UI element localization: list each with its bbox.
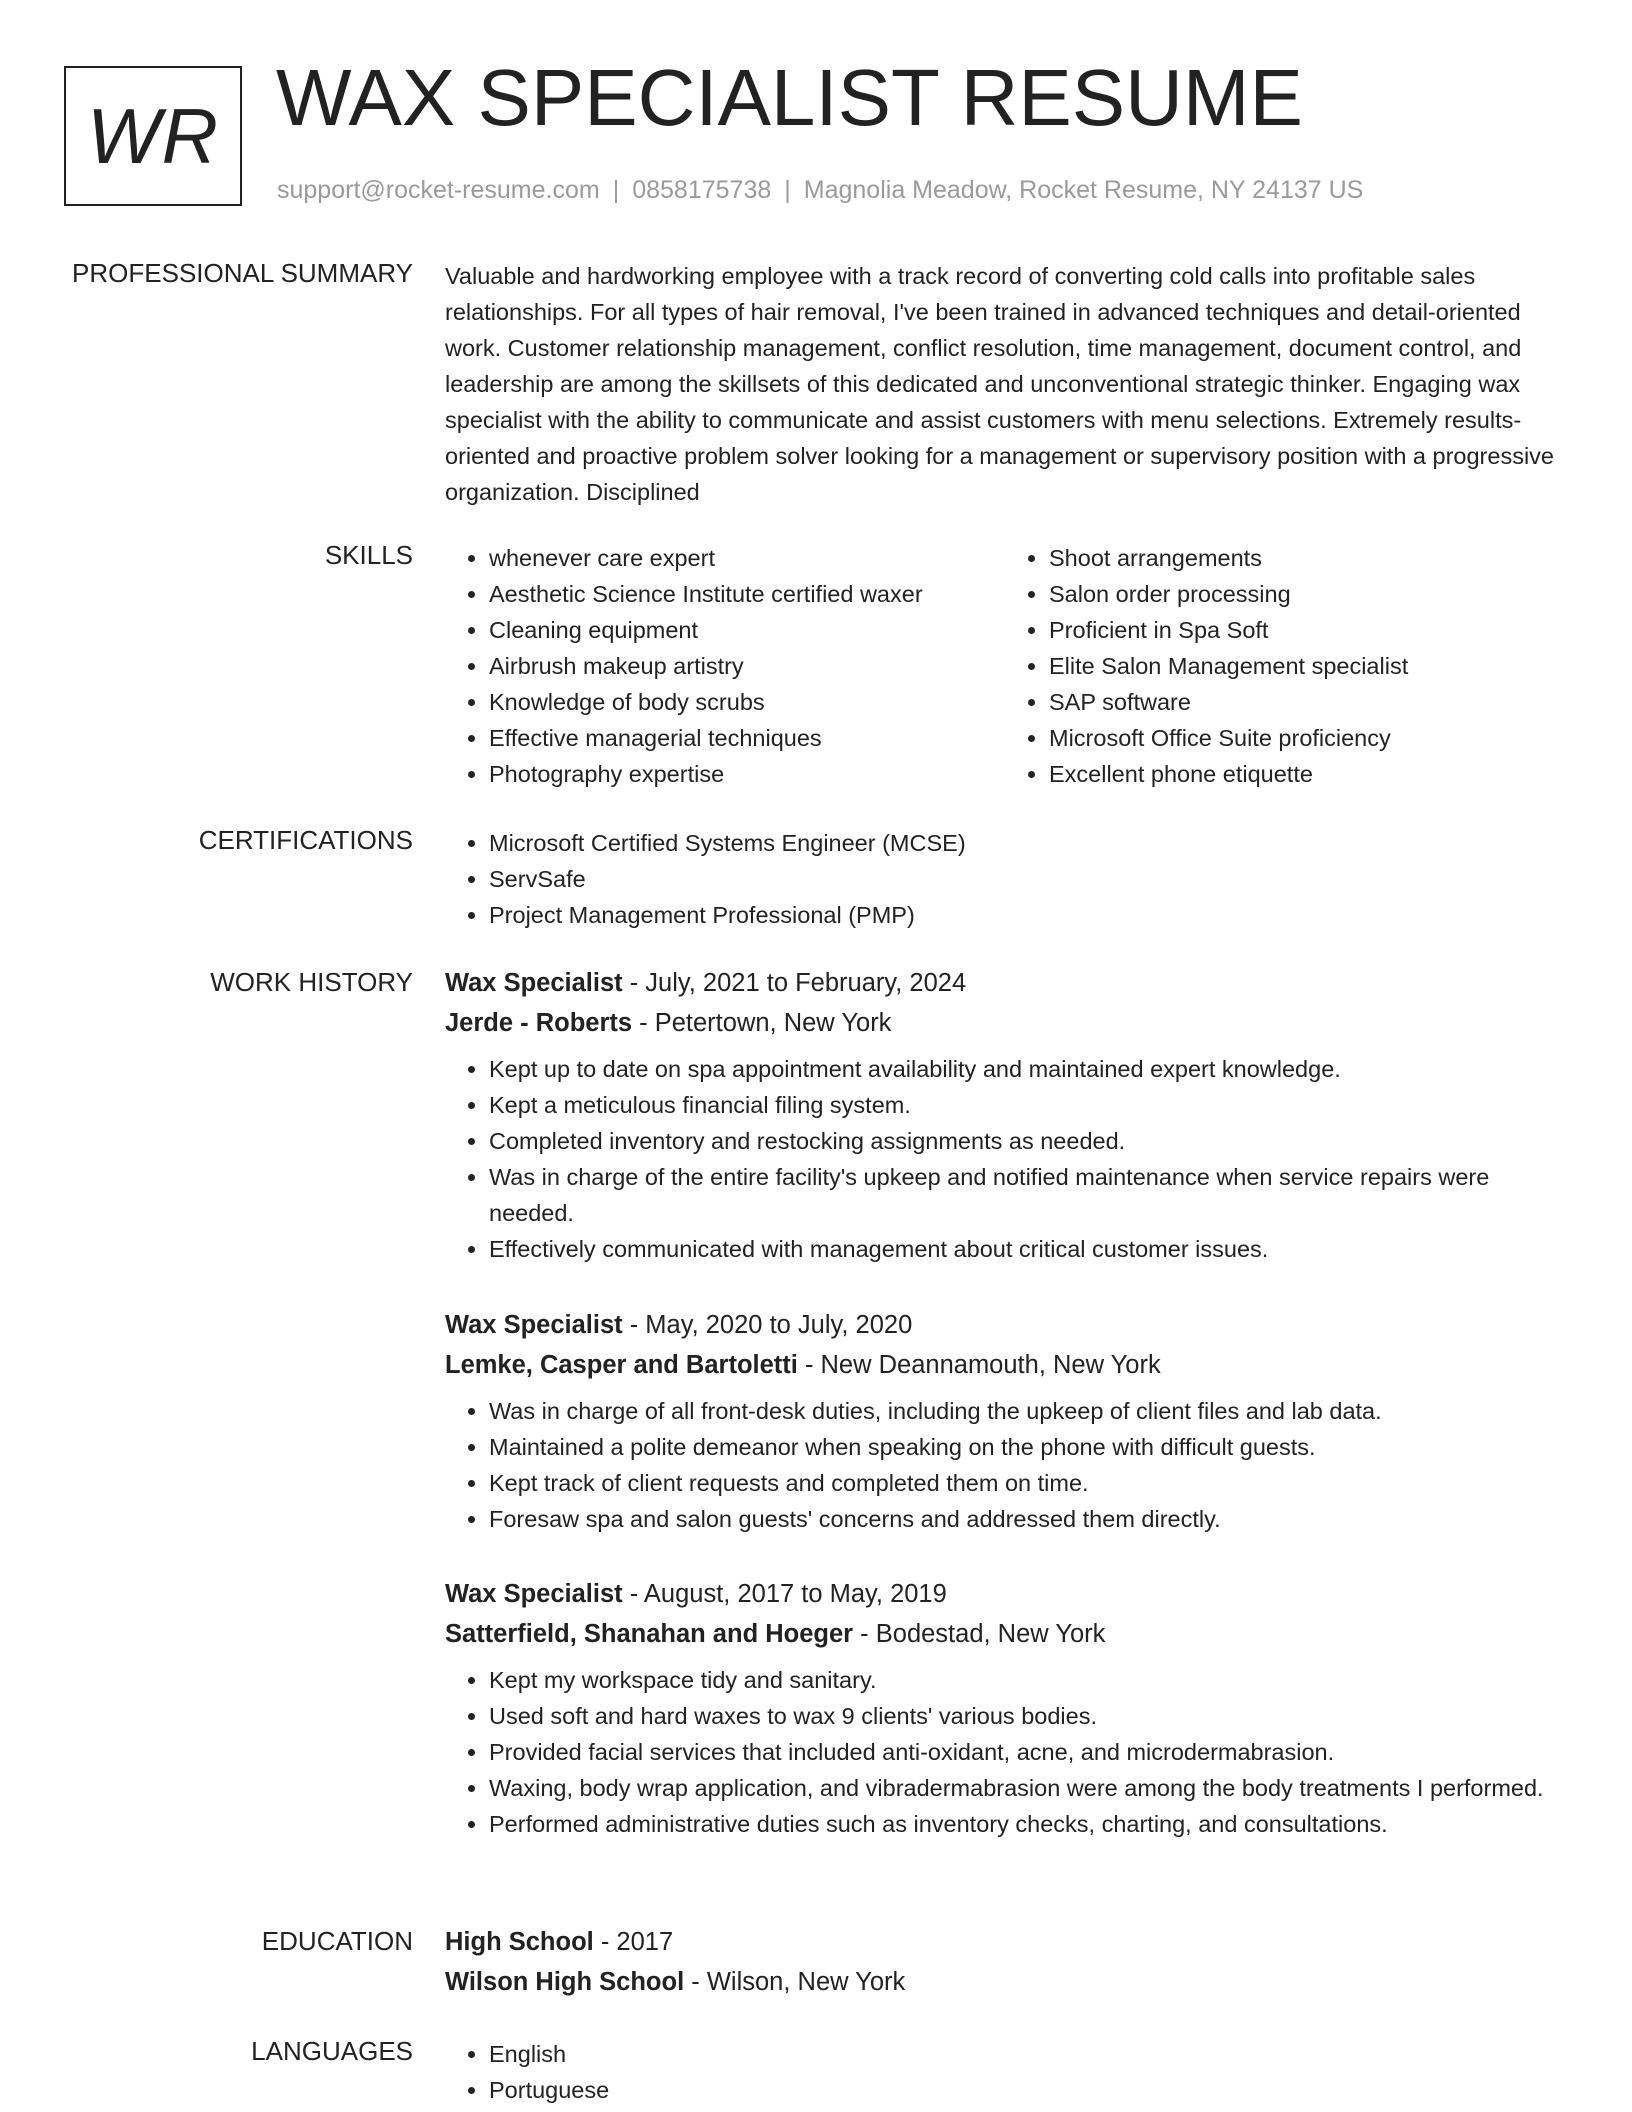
list-item: • Microsoft Office Suite proficiency — [1049, 720, 1565, 756]
section-label: CERTIFICATIONS — [198, 825, 413, 855]
job-entry — [445, 963, 1565, 1267]
list-item: • Portuguese — [489, 2072, 1565, 2108]
section-label: SKILLS — [324, 540, 413, 570]
section-label: WORK HISTORY — [210, 967, 413, 997]
list-item: • Provided facial services that included anti-oxidant, acne, and microdermabrasion. — [489, 1734, 1565, 1770]
job-title-line — [445, 1574, 1565, 1614]
list-item: • Knowledge of body scrubs — [489, 684, 1005, 720]
list-item: • Excellent phone etiquette — [1049, 756, 1565, 792]
section-label: LANGUAGES — [251, 2036, 413, 2066]
education-year: - 2017 — [593, 1928, 674, 1956]
contact-email[interactable]: support@rocket-resume.com — [277, 176, 600, 204]
list-item: • Completed inventory and restocking assignments as needed. — [489, 1123, 1565, 1159]
education-degree-line — [445, 1922, 1565, 1962]
list-item: • Kept a meticulous financial filing system. — [489, 1087, 1565, 1123]
list-item: • Was in charge of the entire facility's upkeep and notified maintenance when service repairs were needed. — [489, 1159, 1565, 1231]
job-company-line — [445, 1614, 1565, 1654]
list-item: • Kept my workspace tidy and sanitary. — [489, 1662, 1565, 1698]
page-title: WAX SPECIALIST RESUME — [276, 53, 1303, 142]
list-item: • whenever care expert — [489, 540, 1005, 576]
job-company: Lemke, Casper and Bartoletti — [445, 1351, 798, 1379]
section-label: PROFESSIONAL SUMMARY — [72, 258, 413, 288]
list-item: • Effectively communicated with management about critical customer issues. — [489, 1231, 1565, 1267]
job-company-line — [445, 1003, 1565, 1043]
monogram-text: WR — [87, 91, 219, 180]
job-dates: - July, 2021 to February, 2024 — [622, 969, 967, 997]
section-label: EDUCATION — [261, 1926, 413, 1956]
certifications-content — [445, 825, 1565, 933]
list-item: • Cleaning equipment — [489, 612, 1005, 648]
job-title: Wax Specialist — [445, 1580, 623, 1608]
contact-separator: | — [612, 176, 620, 204]
education-entry — [445, 1922, 1565, 2002]
list-item: • Foresaw spa and salon guests' concerns and addressed them directly. — [489, 1501, 1565, 1537]
job-location: - Bodestad, New York — [853, 1620, 1106, 1648]
job-location: - New Deannamouth, New York — [797, 1351, 1161, 1379]
list-item: • Shoot arrangements — [1049, 540, 1565, 576]
list-item: • Was in charge of all front-desk duties, including the upkeep of client files and lab data. — [489, 1393, 1565, 1429]
job-entry — [445, 1574, 1565, 1842]
list-item: • Kept up to date on spa appointment availability and maintained expert knowledge. — [489, 1051, 1565, 1087]
list-item: • Salon order processing — [1049, 576, 1565, 612]
list-item: • Microsoft Certified Systems Engineer (MCSE) — [489, 825, 1565, 861]
job-dates: - May, 2020 to July, 2020 — [622, 1311, 913, 1339]
job-bullets — [445, 1662, 1565, 1842]
education-school-line — [445, 1962, 1565, 2002]
summary-text: Valuable and hardworking employee with a track record of converting cold calls into profitable sales relationships. For all types of hair removal, I've been trained in advanced techniques and detail-oriented work. Customer relationship management, conflict resolution, time management, document control, and leadership are among the skillsets of this dedicated and unconventional strategic thinker. Engaging wax specialist with the ability to communicate and assist customers with menu selections. Extremely results-oriented and proactive problem solver looking for a management or supervisory position with a progressive organization. Disciplined — [445, 263, 1554, 505]
list-item: • Used soft and hard waxes to wax 9 clients' various bodies. — [489, 1698, 1565, 1734]
contact-address: Magnolia Meadow, Rocket Resume, NY 24137 US — [803, 176, 1364, 204]
job-bullets — [445, 1393, 1565, 1537]
list-item: • SAP software — [1049, 684, 1565, 720]
certifications-list — [445, 825, 1565, 933]
contact-line — [277, 176, 1363, 205]
list-item: • Performed administrative duties such as inventory checks, charting, and consultations. — [489, 1806, 1565, 1842]
job-location: - Petertown, New York — [632, 1009, 892, 1037]
job-company: Jerde - Roberts — [445, 1009, 633, 1037]
job-company: Satterfield, Shanahan and Hoeger — [445, 1620, 854, 1648]
job-bullets — [445, 1051, 1565, 1267]
education-school: Wilson High School — [445, 1968, 685, 1996]
list-item: • English — [489, 2036, 1565, 2072]
education-degree: High School — [445, 1928, 594, 1956]
list-item: • Proficient in Spa Soft — [1049, 612, 1565, 648]
list-item: • Kept track of client requests and completed them on time. — [489, 1465, 1565, 1501]
list-item: • Airbrush makeup artistry — [489, 648, 1005, 684]
list-item: • Project Management Professional (PMP) — [489, 897, 1565, 933]
list-item: • Maintained a polite demeanor when speaking on the phone with difficult guests. — [489, 1429, 1565, 1465]
skills-list-right — [1005, 540, 1565, 792]
list-item: • Waxing, body wrap application, and vibradermabrasion were among the body treatments I performed. — [489, 1770, 1565, 1806]
education-location: - Wilson, New York — [684, 1968, 906, 1996]
skills-list-left — [445, 540, 1005, 792]
languages-content — [445, 2036, 1565, 2108]
job-title-line — [445, 963, 1565, 1003]
list-item: • Elite Salon Management specialist — [1049, 648, 1565, 684]
job-company-line — [445, 1345, 1565, 1385]
job-title: Wax Specialist — [445, 1311, 623, 1339]
list-item: • Aesthetic Science Institute certified waxer — [489, 576, 1005, 612]
job-title-line — [445, 1305, 1565, 1345]
languages-list — [445, 2036, 1565, 2108]
contact-phone[interactable]: 0858175738 — [632, 176, 772, 204]
list-item: • Photography expertise — [489, 756, 1005, 792]
monogram-logo — [64, 66, 242, 206]
job-title: Wax Specialist — [445, 969, 623, 997]
contact-separator: | — [784, 176, 791, 204]
job-entry — [445, 1305, 1565, 1537]
job-dates: - August, 2017 to May, 2019 — [622, 1580, 947, 1608]
list-item: • Effective managerial techniques — [489, 720, 1005, 756]
skills-columns — [445, 540, 1565, 792]
list-item: • ServSafe — [489, 861, 1565, 897]
